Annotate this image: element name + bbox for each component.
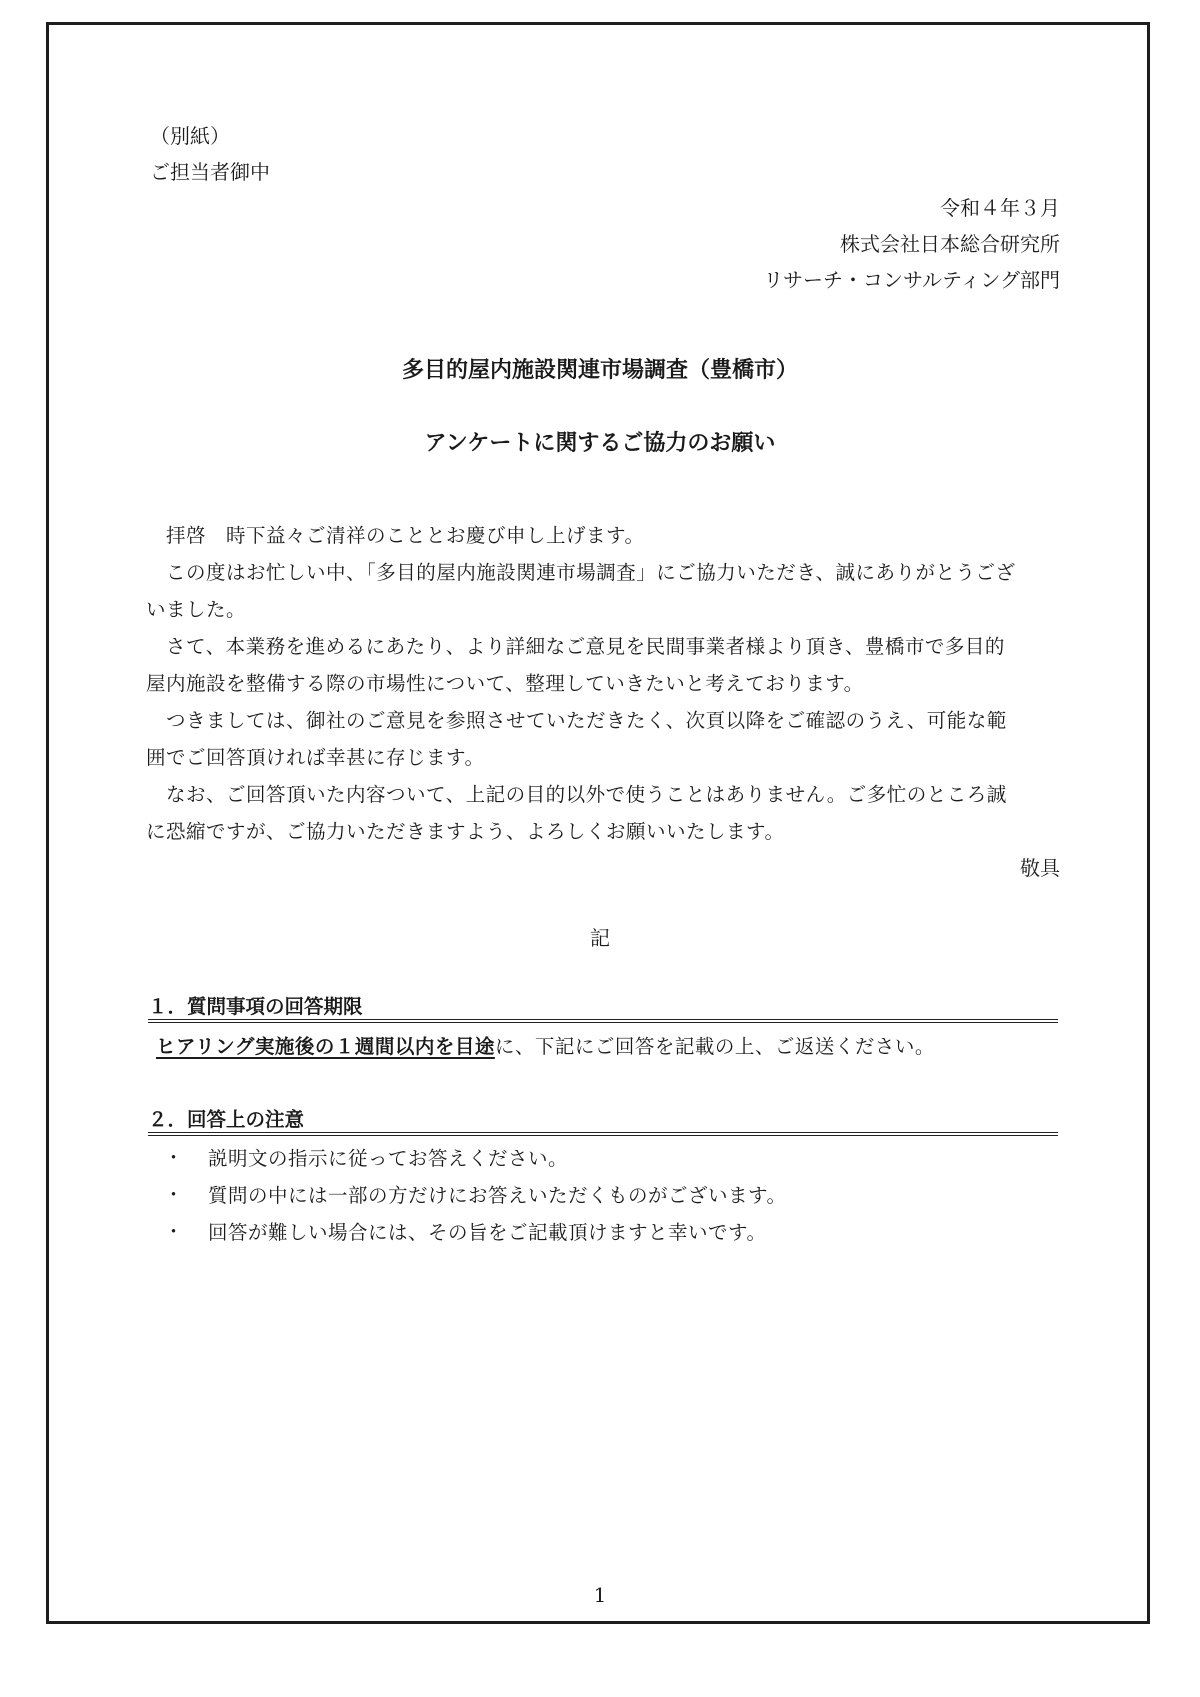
document-title: 多目的屋内施設関連市場調査（豊橋市） bbox=[401, 358, 798, 383]
body-line: なお、ご回答頂いた内容ついて、上記の目的以外で使うことはありません。ご多忙のところ誠 bbox=[146, 783, 1007, 806]
page-number: 1 bbox=[593, 1583, 607, 1607]
body-line: 囲でご回答頂ければ幸甚に存じます。 bbox=[146, 746, 485, 769]
section-1-heading: １．質問事項の回答期限 bbox=[148, 995, 363, 1018]
body-line: つきましては、御社のご意見を参照させていただきたく、次頁以降をご確認のうえ、可能な範 bbox=[146, 709, 1007, 732]
document-date: 令和４年３月 bbox=[940, 196, 1060, 220]
body-line: 屋内施設を整備する際の市場性について、整理していきたいと考えております。 bbox=[146, 672, 864, 695]
body-line: いました。 bbox=[146, 598, 247, 621]
section-1-text bbox=[156, 1037, 935, 1057]
note-item: 説明文の指示に従ってお答えください。 bbox=[208, 1147, 569, 1170]
addressee: ご担当者御中 bbox=[150, 160, 270, 184]
bullet-mark: ・ bbox=[164, 1221, 184, 1243]
body-line: この度はお忙しい中、「多目的屋内施設関連市場調査」にご協力いただき、誠にありがとうござ bbox=[146, 561, 1016, 584]
sender-department: リサーチ・コンサルティング部門 bbox=[763, 268, 1060, 292]
sender-company: 株式会社日本総合研究所 bbox=[840, 232, 1060, 256]
section-2-heading: ２．回答上の注意 bbox=[148, 1108, 305, 1131]
section-1-rule bbox=[148, 1019, 1058, 1023]
note-item: 回答が難しい場合には、その旨をご記載頂けますと幸いです。 bbox=[208, 1221, 767, 1244]
note-item: 質問の中には一部の方だけにお答えいただくものがございます。 bbox=[208, 1184, 787, 1207]
body-line: さて、本業務を進めるにあたり、より詳細なご意見を民間事業者様より頂き、豊橋市で多目的 bbox=[146, 635, 1005, 658]
deadline-rest: に、下記にご回答を記載の上、ご返送ください。 bbox=[494, 1035, 935, 1058]
document-subtitle: アンケートに関するご協力のお願い bbox=[424, 431, 776, 456]
body-line: 拝啓 時下益々ご清祥のこととお慶び申し上げます。 bbox=[146, 524, 645, 547]
bullet-mark: ・ bbox=[164, 1147, 184, 1169]
body-line: に恐縮ですが、ご協力いただきますよう、よろしくお願いいたします。 bbox=[146, 820, 785, 843]
attachment-label: （別紙） bbox=[150, 124, 230, 148]
bullet-mark: ・ bbox=[164, 1184, 184, 1206]
section-2-rule bbox=[148, 1132, 1058, 1136]
deadline-emphasis: ヒアリング実施後の１週間以内を目途 bbox=[156, 1035, 495, 1058]
closing-keigu: 敬具 bbox=[1020, 856, 1060, 880]
ki-mark: 記 bbox=[590, 926, 610, 950]
